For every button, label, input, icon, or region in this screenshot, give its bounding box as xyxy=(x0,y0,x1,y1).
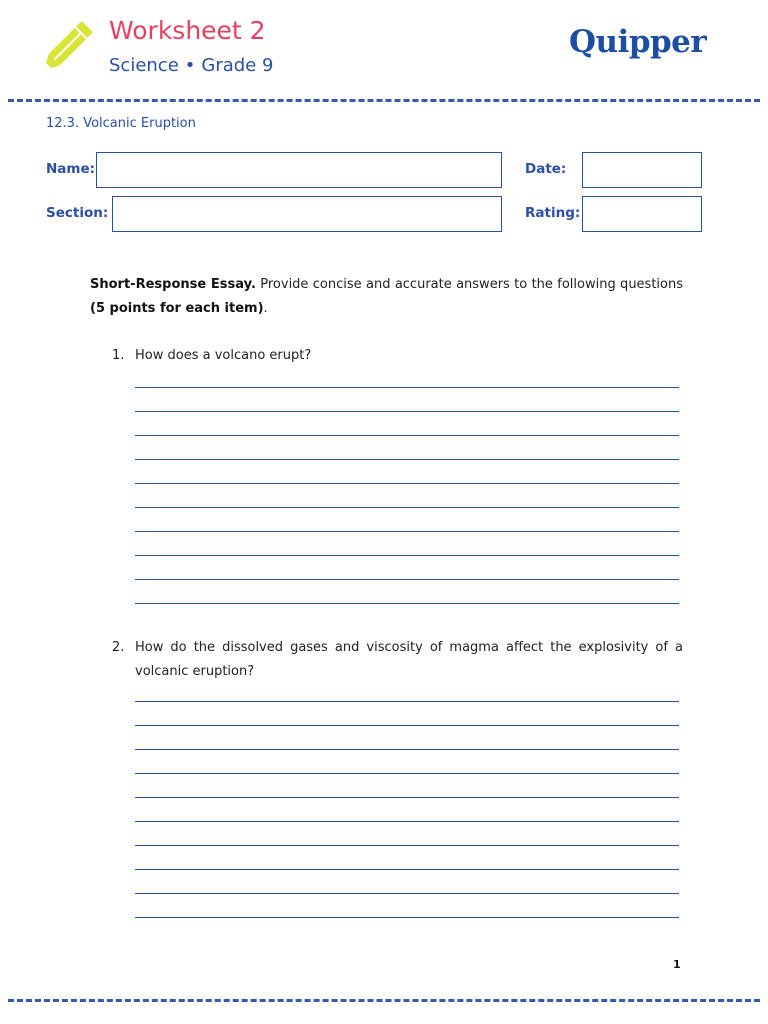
footer-divider xyxy=(8,999,760,1002)
name-field[interactable] xyxy=(96,152,502,188)
subtitle-separator: • xyxy=(184,55,196,76)
answer-line[interactable] xyxy=(135,484,679,508)
question-1-number: 1. xyxy=(112,348,125,363)
date-field[interactable] xyxy=(582,152,702,188)
instructions-points: (5 points for each item) xyxy=(90,301,264,316)
topic-heading: 12.3. Volcanic Eruption xyxy=(46,116,196,131)
name-label: Name: xyxy=(46,161,96,177)
answer-line[interactable] xyxy=(135,870,679,894)
question-2-text: How do the dissolved gases and viscosity of magma affect the explosivity of a volcanic eruption? xyxy=(135,640,683,679)
answer-line[interactable] xyxy=(135,846,679,870)
instructions-end: . xyxy=(263,301,268,316)
pencil-icon xyxy=(40,14,98,76)
answer-line[interactable] xyxy=(135,678,679,702)
question-2-answer-lines[interactable] xyxy=(135,678,679,918)
answer-line[interactable] xyxy=(135,532,679,556)
page-number: 1 xyxy=(673,958,681,971)
section-label: Section: xyxy=(46,205,109,221)
date-label: Date: xyxy=(525,161,567,177)
answer-line[interactable] xyxy=(135,798,679,822)
answer-line[interactable] xyxy=(135,726,679,750)
answer-line[interactable] xyxy=(135,774,679,798)
instructions-body: Provide concise and accurate answers to the following questions xyxy=(255,277,683,292)
answer-line[interactable] xyxy=(135,556,679,580)
worksheet-subtitle xyxy=(109,55,273,76)
question-1-answer-lines[interactable] xyxy=(135,364,679,604)
answer-line[interactable] xyxy=(135,388,679,412)
rating-label: Rating: xyxy=(525,205,581,221)
answer-line[interactable] xyxy=(135,750,679,774)
answer-line[interactable] xyxy=(135,460,679,484)
answer-line[interactable] xyxy=(135,364,679,388)
grade-label: Grade 9 xyxy=(201,55,274,76)
answer-line[interactable] xyxy=(135,702,679,726)
subject-label: Science xyxy=(109,55,179,76)
answer-line[interactable] xyxy=(135,436,679,460)
answer-line[interactable] xyxy=(135,508,679,532)
question-2-number: 2. xyxy=(112,640,125,655)
worksheet-title: Worksheet 2 xyxy=(109,16,266,45)
brand-logo: Quipper xyxy=(569,24,707,60)
answer-line[interactable] xyxy=(135,580,679,604)
instructions-lead: Short-Response Essay. xyxy=(90,277,256,292)
question-1-text: How does a volcano erupt? xyxy=(135,348,312,363)
rating-field[interactable] xyxy=(582,196,702,232)
answer-line[interactable] xyxy=(135,412,679,436)
section-field[interactable] xyxy=(112,196,502,232)
instructions xyxy=(90,273,683,321)
answer-line[interactable] xyxy=(135,894,679,918)
header-divider xyxy=(8,99,760,102)
answer-line[interactable] xyxy=(135,822,679,846)
